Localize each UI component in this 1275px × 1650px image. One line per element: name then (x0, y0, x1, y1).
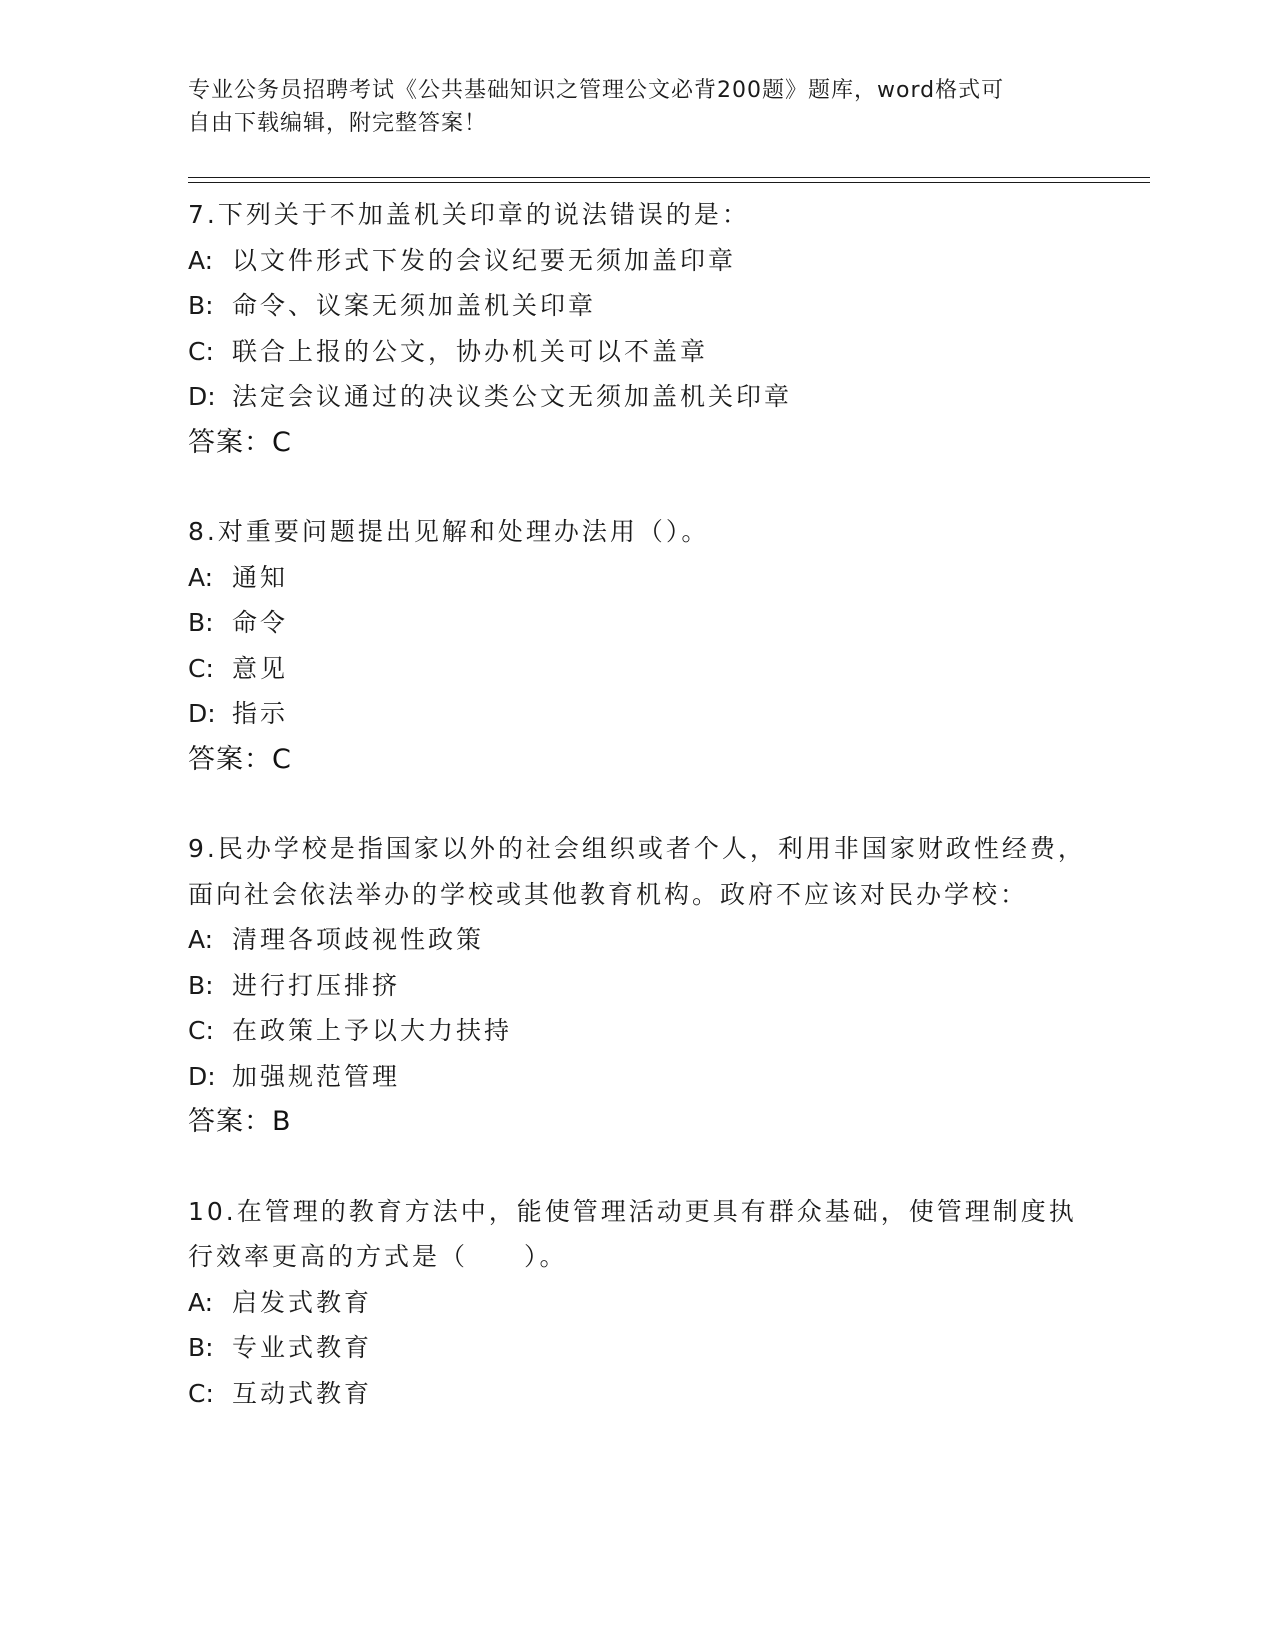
option-letter: B: (188, 1333, 214, 1362)
option-letter: B: (188, 970, 214, 1000)
option-c (188, 646, 1088, 692)
option-a (188, 238, 1088, 284)
option-a (188, 555, 1088, 601)
question-text: 9.民办学校是指国家以外的社会组织或者个人，利用非国家财政性经费，面向社会依法举办的学校或其他教育机构。政府不应该对民办学校： (188, 834, 1086, 909)
option-a (188, 1280, 1088, 1326)
question-list (188, 192, 1088, 1460)
option-c (188, 329, 1088, 375)
option-b (188, 1325, 1088, 1371)
option-c (188, 1371, 1088, 1417)
option-letter: C: (188, 1378, 214, 1408)
answer-line: 答案：C (188, 426, 292, 458)
option-text: 意见 (232, 653, 289, 683)
option-text: 以文件形式下发的会议纪要无须加盖印章 (232, 245, 737, 275)
option-text: 专业式教育 (232, 1333, 373, 1362)
header-divider-top (188, 177, 1150, 178)
option-letter: A: (188, 1287, 214, 1317)
option-text: 指示 (232, 699, 289, 728)
option-letter: D: (188, 382, 216, 411)
option-letter: C: (188, 653, 214, 683)
question-9 (188, 826, 1088, 1145)
option-a (188, 917, 1088, 963)
question-10 (188, 1189, 1088, 1417)
option-text: 法定会议通过的决议类公文无须加盖机关印章 (232, 382, 793, 411)
option-letter: A: (188, 562, 214, 592)
answer-line: 答案：C (188, 743, 292, 775)
option-text: 通知 (232, 562, 289, 592)
option-d (188, 374, 1088, 420)
question-text: 7.下列关于不加盖机关印章的说法错误的是： (188, 200, 750, 229)
option-d (188, 691, 1088, 737)
option-letter: B: (188, 291, 214, 320)
option-text: 进行打压排挤 (232, 970, 401, 1000)
header-divider-bottom (188, 182, 1150, 183)
option-text: 在政策上予以大力扶持 (232, 1016, 513, 1045)
answer-line: 答案：B (188, 1106, 292, 1137)
option-text: 启发式教育 (232, 1287, 373, 1317)
question-text: 10.在管理的教育方法中，能使管理活动更具有群众基础，使管理制度执行效率更高的方式是（ ）。 (188, 1196, 1077, 1271)
option-b (188, 283, 1088, 329)
question-text: 8.对重要问题提出见解和处理办法用（）。 (188, 517, 710, 546)
option-letter: C: (188, 1016, 214, 1045)
option-letter: D: (188, 699, 216, 728)
option-text: 互动式教育 (232, 1378, 373, 1408)
option-text: 联合上报的公文，协办机关可以不盖章 (232, 336, 709, 366)
option-c (188, 1008, 1088, 1054)
document-header (188, 74, 1088, 140)
option-text: 命令 (232, 608, 289, 637)
option-text: 命令、议案无须加盖机关印章 (232, 291, 597, 320)
header-line-2: 自由下载编辑，附完整答案！ (188, 111, 488, 136)
option-text: 清理各项歧视性政策 (232, 925, 485, 954)
header-line-1: 专业公务员招聘考试《公共基础知识之管理公文必背200题》题库，word格式可 (188, 78, 1005, 103)
option-b (188, 963, 1088, 1009)
option-letter: A: (188, 245, 214, 275)
option-letter: C: (188, 336, 214, 366)
option-text: 加强规范管理 (232, 1061, 401, 1091)
option-letter: A: (188, 925, 214, 954)
option-letter: B: (188, 608, 214, 637)
option-d (188, 1054, 1088, 1100)
option-b (188, 600, 1088, 646)
question-7 (188, 192, 1088, 465)
option-letter: D: (188, 1061, 216, 1091)
question-8 (188, 509, 1088, 782)
